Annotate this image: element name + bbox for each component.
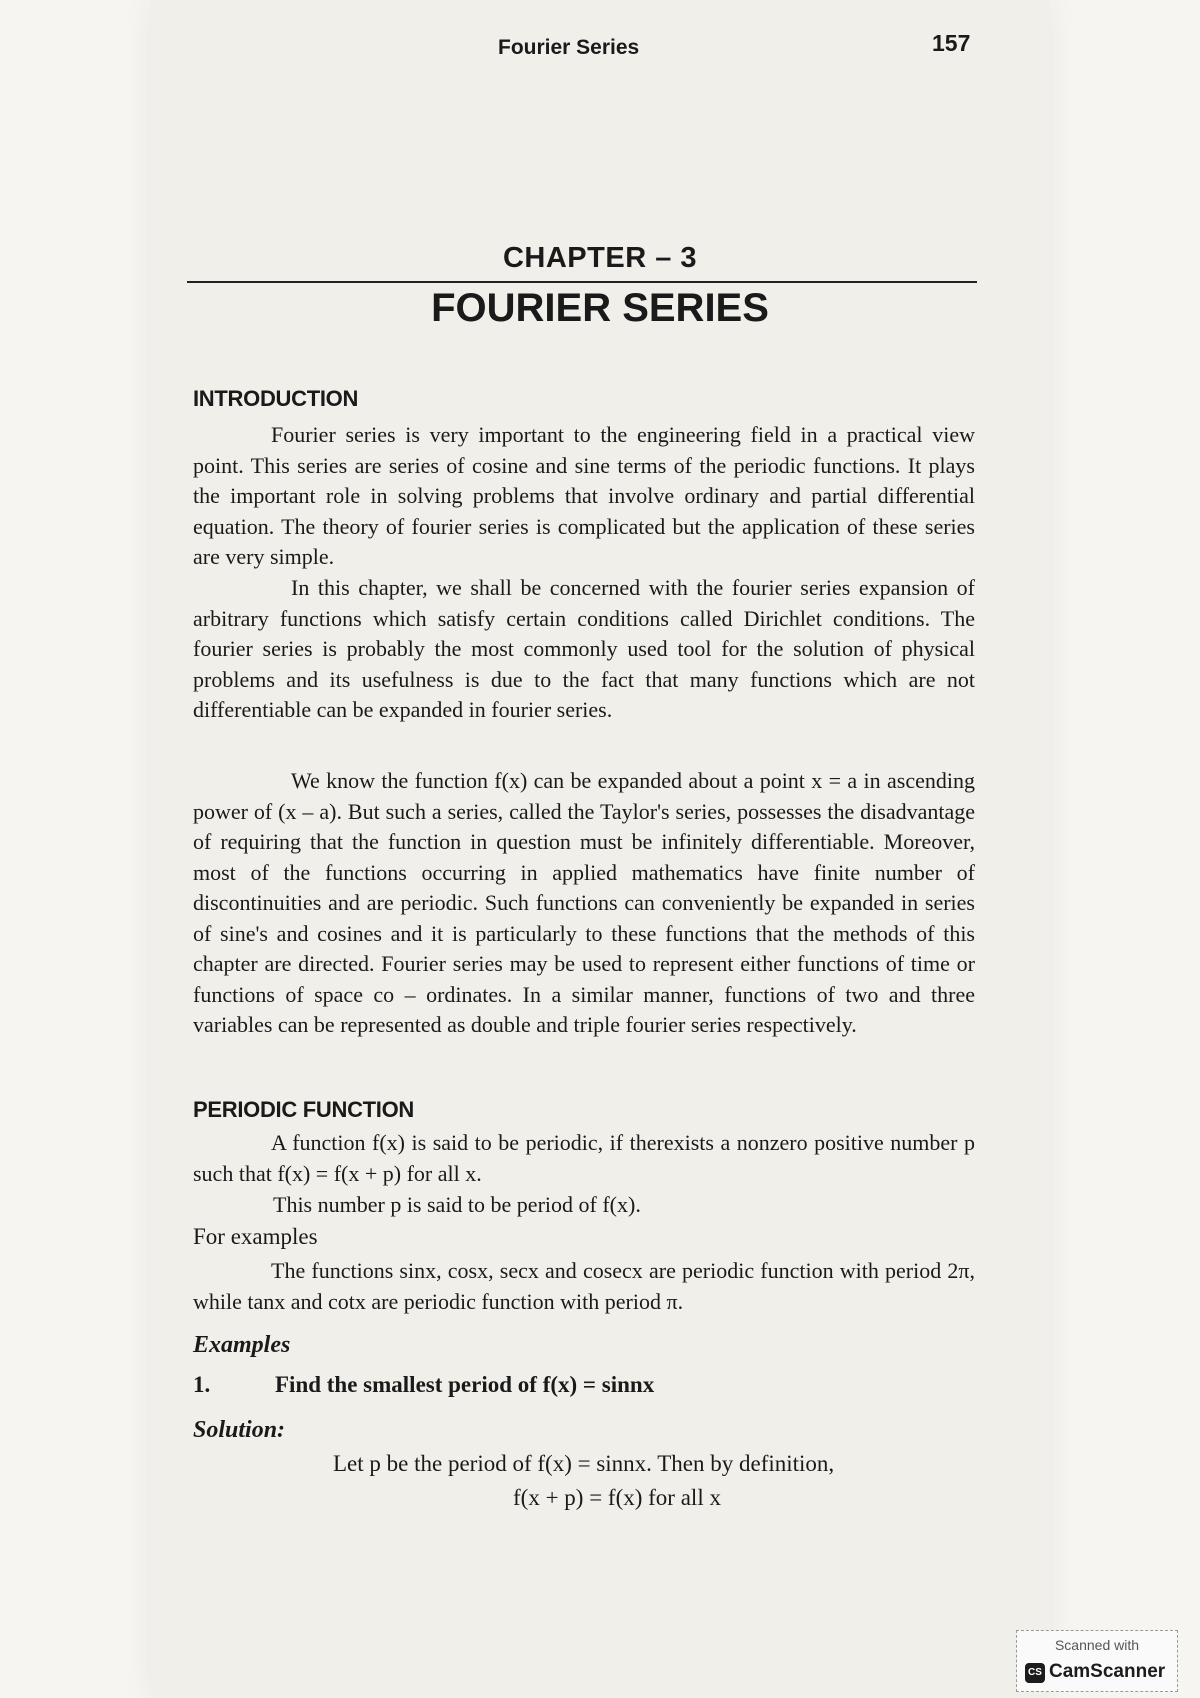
period-note: This number p is said to be period of f(x). <box>273 1192 641 1217</box>
solution-label: Solution: <box>193 1417 286 1443</box>
solution-line-2: f(x + p) = f(x) for all x <box>513 1485 721 1510</box>
introduction-paragraph-1: Fourier series is very important to the engineering field in a practical view point. This series are series of cosine and sine terms of the periodic functions. It plays the important role in solving problems that involve ordinary and partial differential equation. The theory of fourier series is complicated but the application of these series are very simple. <box>193 422 975 569</box>
running-title: Fourier Series <box>498 36 640 59</box>
periodic-examples-text: The functions sinx, cosx, secx and cosecx are periodic function with period 2π, while tanx and cotx are periodic function with period π. <box>193 1258 975 1314</box>
introduction-heading: INTRODUCTION <box>193 386 359 411</box>
solution-line-1: Let p be the period of f(x) = sinnx. Then by definition, <box>333 1451 835 1476</box>
camscanner-logo-icon: CS <box>1025 1663 1045 1683</box>
introduction-paragraph-2: In this chapter, we shall be concerned with the fourier series expansion of arbitrary functions which satisfy certain conditions called Dirichlet conditions. The fourier series is probably the most commonly used tool for the solution of physical problems and its usefulness is due to the fact that many functions which are not differentiable can be expanded in fourier series. <box>193 575 975 722</box>
for-examples-label: For examples <box>193 1224 318 1249</box>
page-number: 157 <box>932 30 971 56</box>
periodic-function-heading: PERIODIC FUNCTION <box>193 1097 415 1122</box>
chapter-rule <box>187 281 977 283</box>
chapter-title: FOURIER SERIES <box>431 286 769 330</box>
examples-heading: Examples <box>193 1332 291 1358</box>
introduction-paragraph-3: We know the function f(x) can be expanded about a point x = a in ascending power of (x – a). But such a series, called the Taylor's series, possesses the disadvantage of requiring that the function in question must be infinitely differentiable. Moreover, most of the functions occurring in applied mathematics have finite number of discontinuities and are periodic. Such functions can conveniently be expanded in series of sine's and cosines and it is particularly to these functions that the methods of this chapter are directed. Fourier series may be used to represent either functions of time or functions of space co – ordinates. In a similar manner, functions of two and three variables can be represented as double and triple fourier series respectively. <box>193 768 975 1037</box>
problem-number: 1. <box>193 1372 211 1397</box>
scanner-caption: Scanned with <box>1054 1637 1140 1653</box>
periodic-definition: A function f(x) is said to be periodic, if therexists a nonzero positive number p such that f(x) = f(x + p) for all x. <box>193 1130 975 1186</box>
scanner-watermark <box>1016 1630 1178 1692</box>
chapter-label: CHAPTER – 3 <box>502 242 698 274</box>
problem-statement: Find the smallest period of f(x) = sinnx <box>275 1372 655 1397</box>
scanner-brand: CamScanner <box>1049 1661 1166 1682</box>
